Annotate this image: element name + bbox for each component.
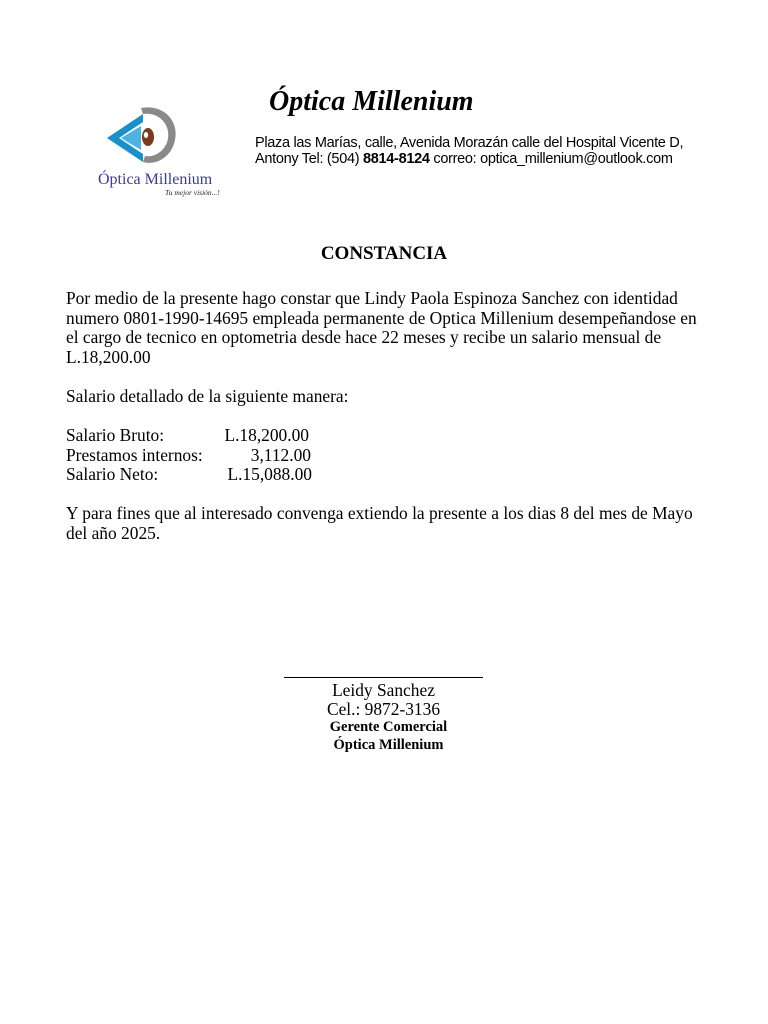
signer-role: Gerente Comercial	[329, 719, 448, 736]
document-title: CONSTANCIA	[320, 243, 448, 264]
salary-breakdown	[66, 426, 326, 485]
address-prefix: Antony Tel: (504)	[255, 151, 363, 167]
address-line-2	[255, 151, 735, 167]
logo-pupil	[144, 132, 148, 138]
paragraph-certification: Por medio de la presente hago constar que Lindy Paola Espinoza Sanchez con identidad numero 0801-1990-14695 empleada permanente de Optica Millenium desempeñandose en el cargo de tecnico en optometria desde hace 22 meses y recibe un salario mensual de L.18,200.00	[66, 288, 697, 367]
salary-label: Prestamos internos:	[66, 444, 203, 465]
logo-tagline: Tu mejor visión...!	[165, 188, 220, 197]
company-address	[255, 135, 735, 167]
signature-line	[284, 677, 483, 678]
logo-text: Óptica Millenium	[98, 171, 213, 188]
email-text: correo: optica_millenium@outlook.com	[429, 151, 673, 167]
paragraph-closing: Y para fines que al interesado convenga extiendo la presente a los dias 8 del mes de Mayo del año 2025.	[66, 503, 693, 543]
salary-value: 3,112.00	[250, 444, 311, 465]
signer-phone: Cel.: 9872-3136	[326, 699, 441, 720]
salary-label: Salario Neto:	[66, 464, 159, 485]
salary-value: L.15,088.00	[227, 464, 312, 485]
salary-row	[66, 426, 326, 446]
salary-row	[66, 465, 326, 485]
eye-logo-icon	[95, 100, 235, 200]
salary-value: L.18,200.00	[224, 425, 309, 445]
logo-iris	[142, 128, 154, 146]
phone-number: 8814-8124	[362, 151, 430, 167]
paragraph-salary-intro: Salario detallado de la siguiente manera:	[66, 386, 349, 406]
signer-name: Leidy Sanchez	[332, 680, 435, 700]
company-title: Óptica Millenium	[269, 86, 474, 117]
salary-label: Salario Bruto:	[66, 425, 165, 445]
signature-block	[284, 681, 483, 754]
signer-company: Óptica Millenium	[333, 736, 444, 753]
company-logo	[95, 100, 235, 200]
salary-row	[66, 446, 326, 466]
address-line-1: Plaza las Marías, calle, Avenida Morazán calle del Hospital Vicente D,	[255, 135, 684, 151]
